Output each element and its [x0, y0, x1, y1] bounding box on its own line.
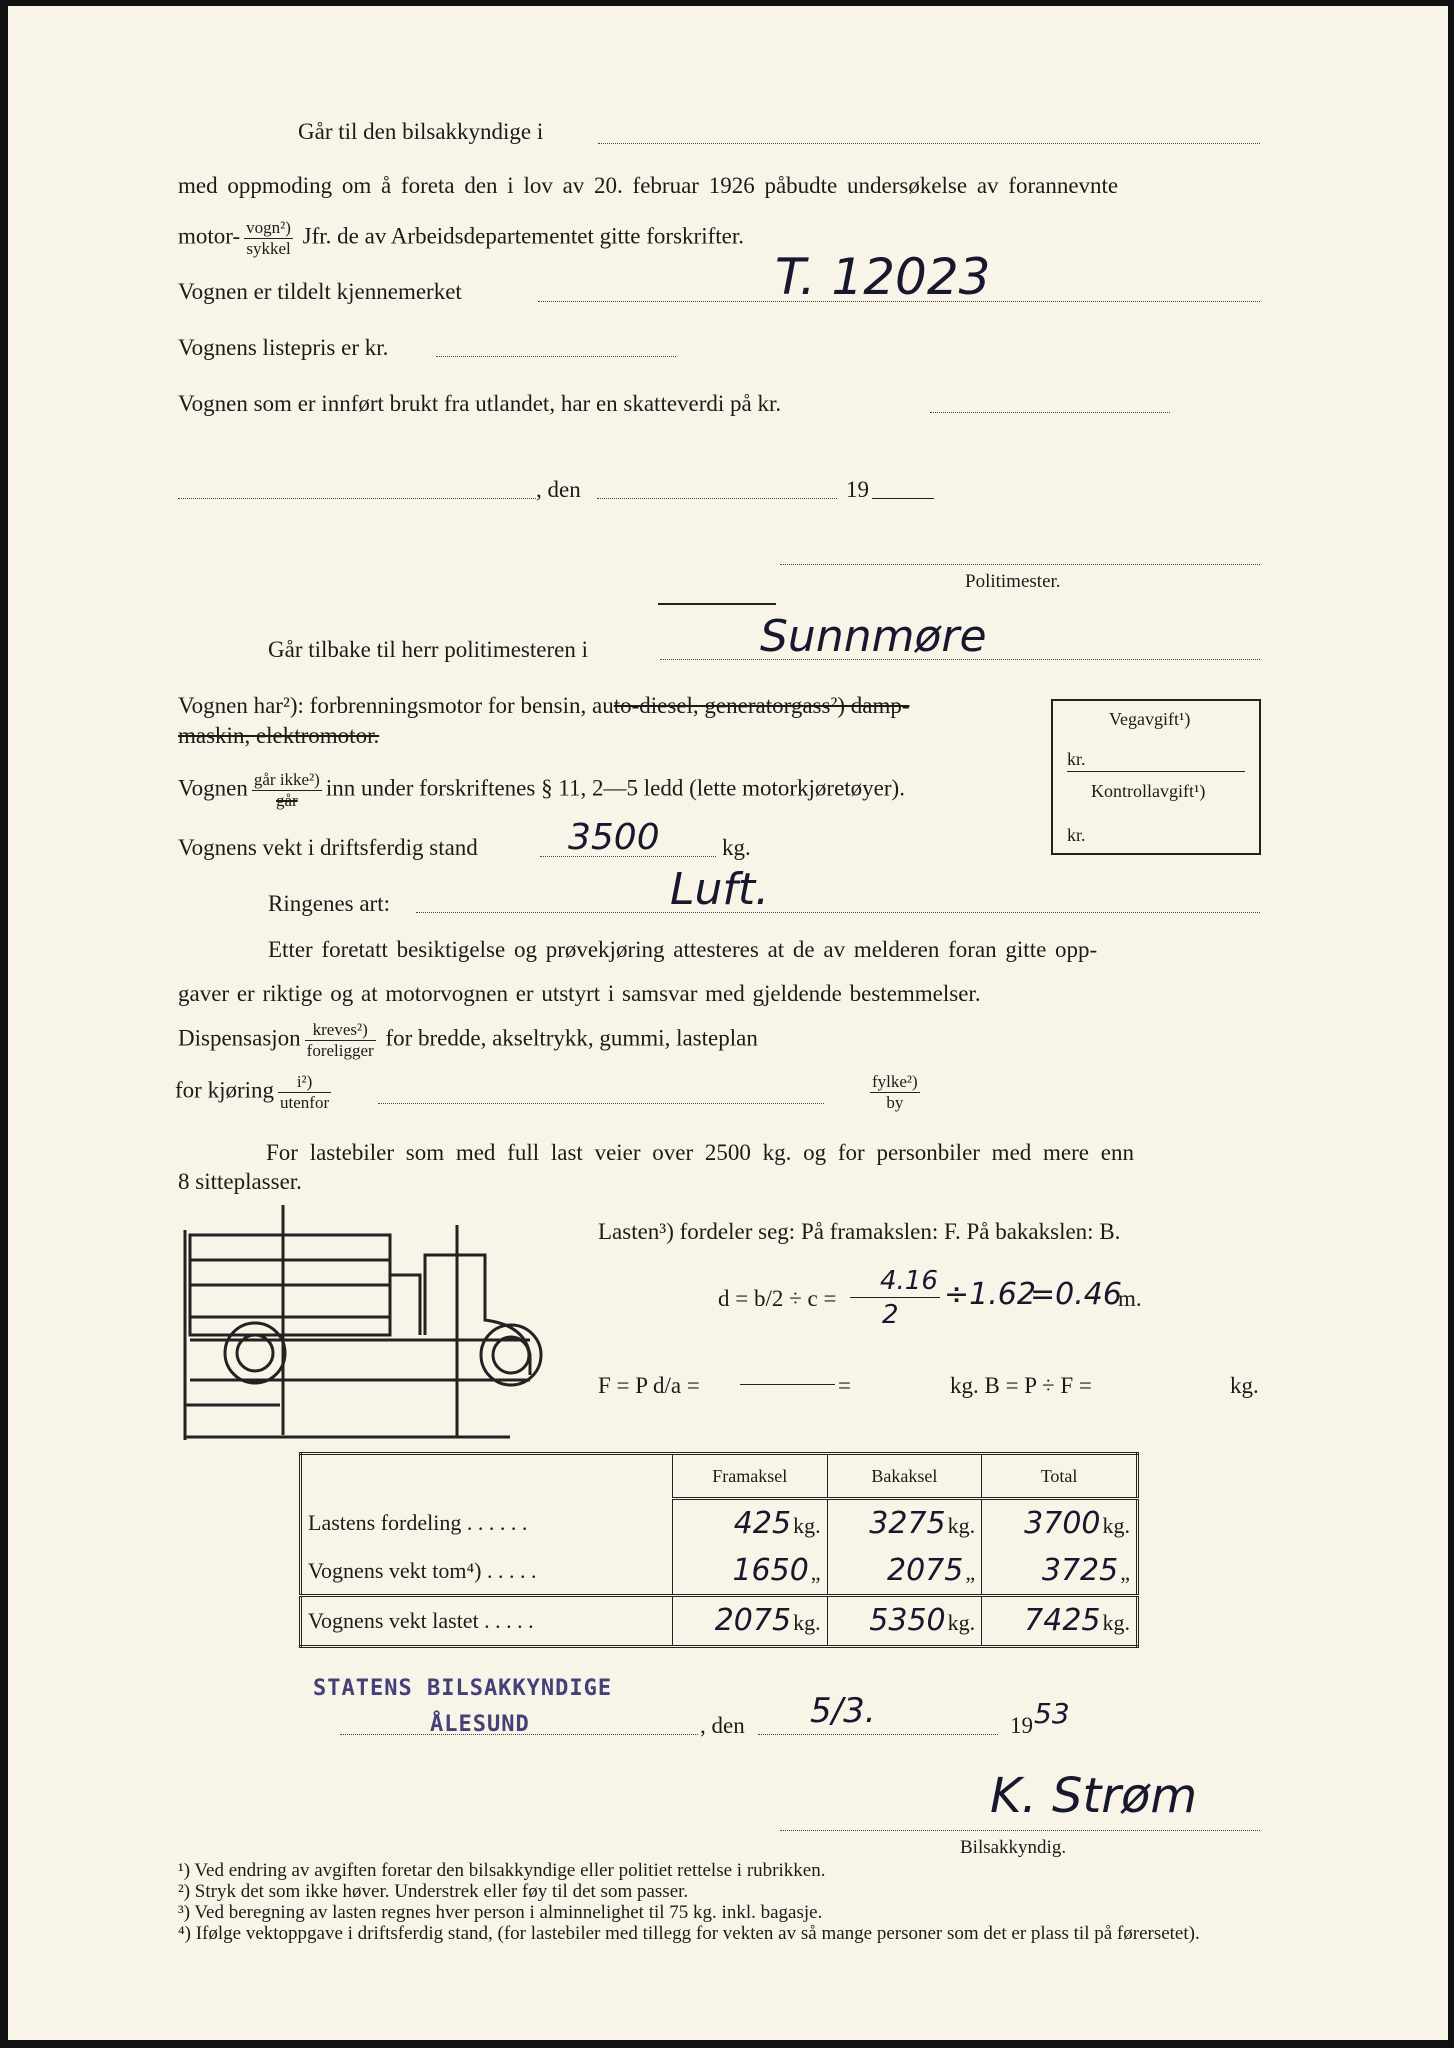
sign-den-label: , den: [700, 1713, 745, 1738]
motor-type-struck-2: maskin, elektromotor.: [178, 723, 380, 748]
stamp-line-1: STATENS BILSAKKYNDIGE: [313, 1676, 613, 1701]
stamp-line-2: ÅLESUND: [430, 1712, 530, 1737]
ringer-value: Luft.: [670, 864, 770, 915]
frac-i: i²): [278, 1072, 331, 1093]
motor-type-line1: [178, 694, 910, 717]
sign-date-field[interactable]: [758, 1734, 998, 1735]
dispensasjon-line: [178, 1020, 758, 1060]
skatteverdi-label: Vognen som er innført brukt fra utlandet, har en skatteverdi på kr.: [178, 391, 782, 416]
year-prefix: 19: [846, 477, 869, 502]
divider: [658, 603, 776, 605]
forskrifter-text: Jfr. de av Arbeidsdepartementet gitte forskrifter.: [302, 223, 744, 249]
kjoring-prefix: for kjøring: [175, 1077, 275, 1103]
unit: kg.: [1102, 1512, 1130, 1538]
sign-year-prefix: 19: [1010, 1713, 1033, 1738]
fylke-frac: [866, 1072, 924, 1112]
vekt-label: Vognens vekt i driftsferdig stand: [178, 835, 478, 860]
unit: kg.: [947, 1610, 976, 1636]
f-fraction-field[interactable]: [740, 1384, 835, 1385]
truck-diagram: [180, 1205, 560, 1440]
unit: kg.: [793, 1610, 821, 1636]
header-framaksel: Framaksel: [673, 1454, 828, 1499]
cell-value[interactable]: 425: [733, 1505, 792, 1541]
motor-line: [178, 218, 744, 258]
kjoring-line: [175, 1072, 335, 1112]
unit: „: [965, 1559, 976, 1585]
listepris-field[interactable]: [436, 356, 676, 357]
cell-value[interactable]: 3275: [869, 1505, 946, 1541]
disp-rest: for bredde, akseltrykk, gummi, lasteplan: [385, 1025, 758, 1051]
unit: „: [1120, 1559, 1130, 1585]
lastebil-text-2: 8 sitteplasser.: [178, 1169, 302, 1194]
table-row: [301, 1499, 1138, 1548]
cell-value[interactable]: 2075: [714, 1603, 792, 1639]
cell-value[interactable]: 1650: [732, 1552, 809, 1588]
kjennemerke-label: Vognen er tildelt kjennemerket: [178, 279, 462, 304]
sign-year-value: 53: [1034, 1697, 1070, 1730]
frac-utenfor: utenfor: [280, 1092, 330, 1112]
vegavgift-label: Vegavgift¹): [1109, 709, 1191, 729]
stamp-place-field[interactable]: [340, 1734, 698, 1735]
kjoring-field[interactable]: [378, 1103, 824, 1104]
table-row: [301, 1596, 1138, 1647]
vegavgift-field[interactable]: [1067, 771, 1245, 772]
c-value: ÷1.62: [944, 1277, 1036, 1312]
frac-sykkel: sykkel: [246, 238, 291, 258]
kontrollavgift-kr: kr.: [1067, 825, 1086, 845]
attest-text-1: Etter foretatt besiktigelse og prøvekjøring attesteres at de av melderen foran gitte opp-: [268, 937, 1098, 962]
d-equation: d = b/2 ÷ c =: [718, 1286, 837, 1311]
politimester-signature-field[interactable]: [780, 564, 1260, 565]
vegavgift-kr: kr.: [1067, 749, 1086, 769]
header-bakaksel: Bakaksel: [827, 1454, 982, 1499]
b-kg-label: kg.: [1230, 1373, 1259, 1398]
kjennemerke-value: T. 12023: [775, 248, 991, 306]
footnote-3: ³) Ved beregning av lasten regnes hver person i alminnelighet til 75 kg. inkl. bagasje.: [178, 1902, 823, 1923]
cell-value[interactable]: 3725: [1041, 1552, 1119, 1588]
gaar-prefix: Vognen: [178, 775, 248, 801]
gaar-rest: inn under forskriftenes § 11, 2—5 ledd (lette motorkjøretøyer).: [325, 775, 905, 801]
attest-text-2: gaver er riktige og at motorvognen er utstyrt i samsvar med gjeldende bestemmelser.: [178, 981, 981, 1006]
motor-type-bensin: Vognen har²): forbrenningsmotor for bensin, au: [178, 693, 614, 718]
ringer-label: Ringenes art:: [268, 891, 390, 916]
bilsakkyndige-label: Går til den bilsakkyndige i: [298, 119, 544, 144]
table-row: [301, 1547, 1138, 1596]
row-label: Vognens vekt lastet . . . . .: [301, 1596, 673, 1647]
den-label: , den: [536, 477, 581, 502]
signature: K. Strøm: [990, 1768, 1198, 1824]
row-label: Lastens fordeling . . . . . .: [308, 1509, 528, 1535]
signer-title: Bilsakkyndig.: [960, 1837, 1067, 1858]
skatteverdi-field[interactable]: [930, 412, 1170, 413]
year-field[interactable]: [872, 498, 934, 499]
frac-kreves: kreves²): [305, 1020, 376, 1041]
unit: kg.: [947, 1512, 976, 1538]
motor-type-line2: [178, 724, 379, 747]
b-value: 4.16: [880, 1266, 938, 1296]
vekt-unit: kg.: [722, 835, 751, 860]
footnote-2: ²) Stryk det som ikke høver. Understrek eller føy til det som passer.: [178, 1881, 689, 1902]
motor-prefix: motor-: [178, 223, 241, 249]
bilsakkyndig-signature-field[interactable]: [780, 1830, 1260, 1831]
oppmoding-text: med oppmoding om å foreta den i lov av 20. februar 1926 påbudte undersøkelse av forannevnte: [178, 173, 1119, 198]
unit: kg.: [793, 1512, 821, 1538]
unit: kg.: [1102, 1610, 1130, 1636]
listepris-label: Vognens listepris er kr.: [178, 335, 389, 360]
cell-value[interactable]: 2075: [887, 1552, 964, 1588]
lasten-text: Lasten³) fordeler seg: På framakslen: F. På bakakslen: B.: [598, 1219, 1121, 1244]
fraction-bar: [850, 1297, 940, 1298]
kontrollavgift-label: Kontrollavgift¹): [1091, 781, 1206, 801]
cell-value[interactable]: 7425: [1024, 1603, 1101, 1639]
date-field[interactable]: [597, 498, 837, 499]
cell-value[interactable]: 5350: [869, 1603, 946, 1639]
frac-gaar: går: [275, 790, 298, 810]
tilbake-value: Sunnmøre: [760, 611, 987, 662]
row-label: Vognens vekt tom⁴) . . . . .: [308, 1557, 537, 1583]
frac-foreligger: foreligger: [306, 1040, 374, 1060]
frac-vogn: vogn²): [246, 218, 291, 237]
unit: „: [810, 1559, 821, 1585]
f-equation: F = P d/a =: [598, 1373, 700, 1398]
vekt-value: 3500: [568, 817, 660, 858]
cell-value[interactable]: 3700: [1024, 1505, 1101, 1541]
lastebil-text-1: For lastebiler som med full last veier over 2500 kg. og for personbiler med mere enn: [266, 1140, 1134, 1165]
ringer-field[interactable]: [416, 912, 1260, 913]
header-total: Total: [982, 1454, 1138, 1499]
frac-by: by: [886, 1092, 904, 1112]
d-result: =0.46: [1030, 1277, 1122, 1312]
b-denominator: 2: [882, 1300, 899, 1330]
motor-type-struck: to-diesel, generatorgass²) damp-: [613, 693, 910, 718]
politimester-label: Politimester.: [965, 571, 1061, 592]
tilbake-label: Går tilbake til herr politimesteren i: [268, 637, 588, 662]
frac-gaar-ikke: går ikke²): [253, 770, 320, 789]
d-unit: m.: [1118, 1286, 1142, 1311]
footnote-4: ⁴) Ifølge vektoppgave i driftsferdig stand, (for lastebiler med tillegg for vekten av så mange personer som det er plass til på førersetet).: [178, 1923, 1200, 1944]
place-field[interactable]: [178, 498, 536, 499]
f-kg-label: kg. B = P ÷ F =: [950, 1373, 1092, 1398]
f-equals: =: [838, 1373, 851, 1398]
weight-table: [299, 1452, 1139, 1648]
sign-date-value: 5/3.: [810, 1691, 876, 1731]
frac-fylke: fylke²): [872, 1072, 918, 1091]
disp-prefix: Dispensasjon: [178, 1025, 301, 1051]
fee-box: [1051, 699, 1261, 855]
footnote-1: ¹) Ved endring av avgiften foretar den bilsakkyndige eller politiet rettelse i rubrikken.: [178, 1860, 826, 1881]
bilsakkyndige-field[interactable]: [598, 143, 1260, 144]
gaar-line: [178, 770, 905, 810]
